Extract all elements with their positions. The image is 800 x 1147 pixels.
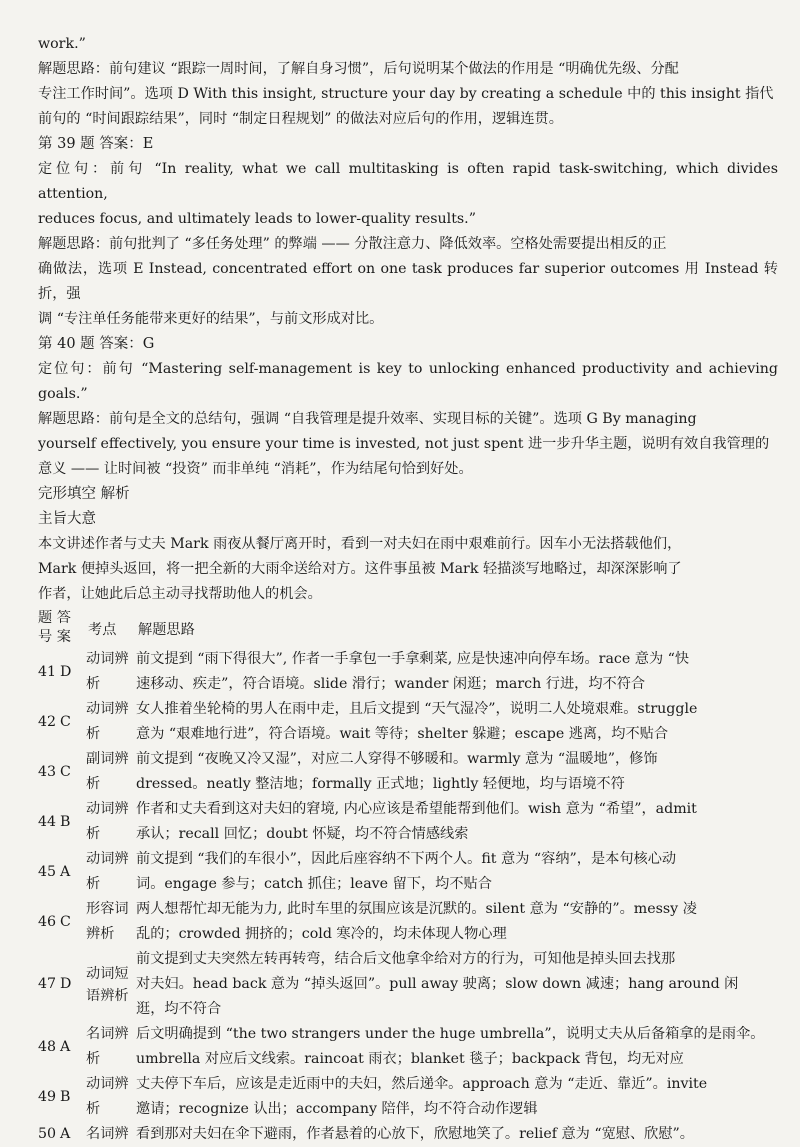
text-line-4: 前句的 “时间跟踪结果”，同时 “制定日程规划” 的做法对应后句的作用，逻辑连贯。 xyxy=(38,111,563,127)
section-title-cloze: 完形填空 解析 xyxy=(38,486,130,502)
header-num-ans-2: 号 案 xyxy=(38,629,71,645)
text-line-1: work.” xyxy=(38,36,86,52)
table-row: 47 D 动词短 语辨析 前文提到丈夫突然左转再转弯，结合后文他拿伞给对方的行为，可知他是掉头回去找那 对夫妇。head back 意为 “掉头返回”。pull away 驶离；slow down 减速；hang around 闲 逛，均不符合 xyxy=(38,951,739,1017)
table-row: 46 C 形容词 两人想帮忙却无能为力, 此时车里的氛围应该是沉默的。silent 意为 “安静的”。messy 凌 辨析 乱的；crowded 拥挤的；cold 寒冷的，均未体现人物心理 xyxy=(38,901,697,942)
table-row: 50 A 名词辨 看到那对夫妇在伞下避雨，作者悬着的心放下，欣慰地笑了。relief 意为 “宽慰、欣慰”。 xyxy=(38,1126,694,1142)
header-point: 考点 xyxy=(88,622,117,638)
table-header xyxy=(38,609,778,647)
table-row: 49 B 动词辨 丈夫停下车后，应该是走近雨中的夫妇，然后递伞。approach 意为 “走近、靠近”。invite 析 邀请；recognize 认出；accompany 陪伴，均不符合动作逻辑 xyxy=(38,1076,708,1117)
table-row: 44 B 动词辨 作者和丈夫看到这对夫妇的窘境, 内心应该是希望能帮到他们。wish 意为 “希望”，admit 析 承认；recall 回忆；doubt 怀疑，均不符合情感线索 xyxy=(38,801,697,842)
text-line-12: 定位句：前句 “Mastering self-management is key to unlocking enhanced productivity and achieving goals.” xyxy=(38,361,778,402)
table-row: 43 C 副词辨 前文提到 “夜晚又冷又湿”，对应二人穿得不够暖和。warmly 意为 “温暖地”，修饰 析 dressed。neatly 整洁地；formally 正式地；lightly 轻便地，均与语境不符 xyxy=(38,751,658,792)
text-line-3: 专注工作时间”。选项 D With this insight, structure your day by creating a schedule 中的 this insight 指代 xyxy=(38,86,774,102)
text-line-15: 意义 —— 让时间被 “投资” 而非单纯 “消耗”，作为结尾句恰到好处。 xyxy=(38,461,473,477)
table-row: 48 A 名词辨 后文明确提到 “the two strangers under the huge umbrella”，说明丈夫从后备箱拿的是雨伞。 析 umbrella 对应后文线索。raincoat 雨衣；blanket 毯子；backpack 背包，均无对应 xyxy=(38,1026,765,1067)
table-row: 41 D 动词辨 前文提到 “雨下得很大”, 作者一手拿包一手拿剩菜, 应是快速冲向停车场。race 意为 “快 析 速移动、疾走”，符合语境。slide 滑行；wander 闲逛；march 行进，均不符合 xyxy=(38,651,690,692)
q39-heading: 第 39 题 答案：E xyxy=(38,136,154,152)
text-line-7: reduces focus, and ultimately leads to lower-quality results.” xyxy=(38,211,476,227)
header-approach: 解题思路 xyxy=(138,622,195,638)
text-line-14: yourself effectively, you ensure your time is invested, not just spent 进一步升华主题，说明有效自我管理的 xyxy=(38,436,770,452)
text-line-18: 本文讲述作者与丈夫 Mark 雨夜从餐厅离开时，看到一对夫妇在雨中艰难前行。因车小无法搭载他们， xyxy=(38,536,682,552)
text-line-10: 调 “专注单任务能带来更好的结果”，与前文形成对比。 xyxy=(38,311,384,327)
text-line-6: 定位句：前句 “In reality, what we call multitasking is often rapid task-switching, which divides attention, xyxy=(38,161,778,202)
text-line-20: 作者，让她此后总主动寻找帮助他人的机会。 xyxy=(38,586,322,602)
q40-heading: 第 40 题 答案：G xyxy=(38,336,155,352)
text-line-9: 确做法，选项 E Instead, concentrated effort on one task produces far superior outcomes 用 Instead 转折，强 xyxy=(38,261,778,302)
subsection-title-main-idea: 主旨大意 xyxy=(38,511,96,527)
table-row: 42 C 动词辨 女人推着坐轮椅的男人在雨中走，且后文提到 “天气湿冷”，说明二人处境艰难。struggle 析 意为 “艰难地行进”，符合语境。wait 等待；shelter 躲避；escape 逃离，均不贴合 xyxy=(38,701,698,742)
text-line-8: 解题思路：前句批判了 “多任务处理” 的弊端 —— 分散注意力、降低效率。空格处需要提出相反的正 xyxy=(38,236,667,252)
text-line-2: 解题思路：前句建议 “跟踪一周时间，了解自身习惯”，后句说明某个做法的作用是 “明确优先级、分配 xyxy=(38,61,679,77)
document-page xyxy=(38,32,778,1147)
table-row: 45 A 动词辨 前文提到 “我们的车很小”，因此后座容纳不下两个人。fit 意为 “容纳”，是本句核心动 析 词。engage 参与；catch 抓住；leave 留下，均不贴合 xyxy=(38,851,677,892)
text-line-19: Mark 便掉头返回，将一把全新的大雨伞送给对方。这件事虽被 Mark 轻描淡写地略过，却深深影响了 xyxy=(38,561,682,577)
header-num-ans-1: 题 答 xyxy=(38,610,71,626)
text-line-13: 解题思路：前句是全文的总结句，强调 “自我管理是提升效率、实现目标的关键”。选项 G By managing xyxy=(38,411,697,427)
